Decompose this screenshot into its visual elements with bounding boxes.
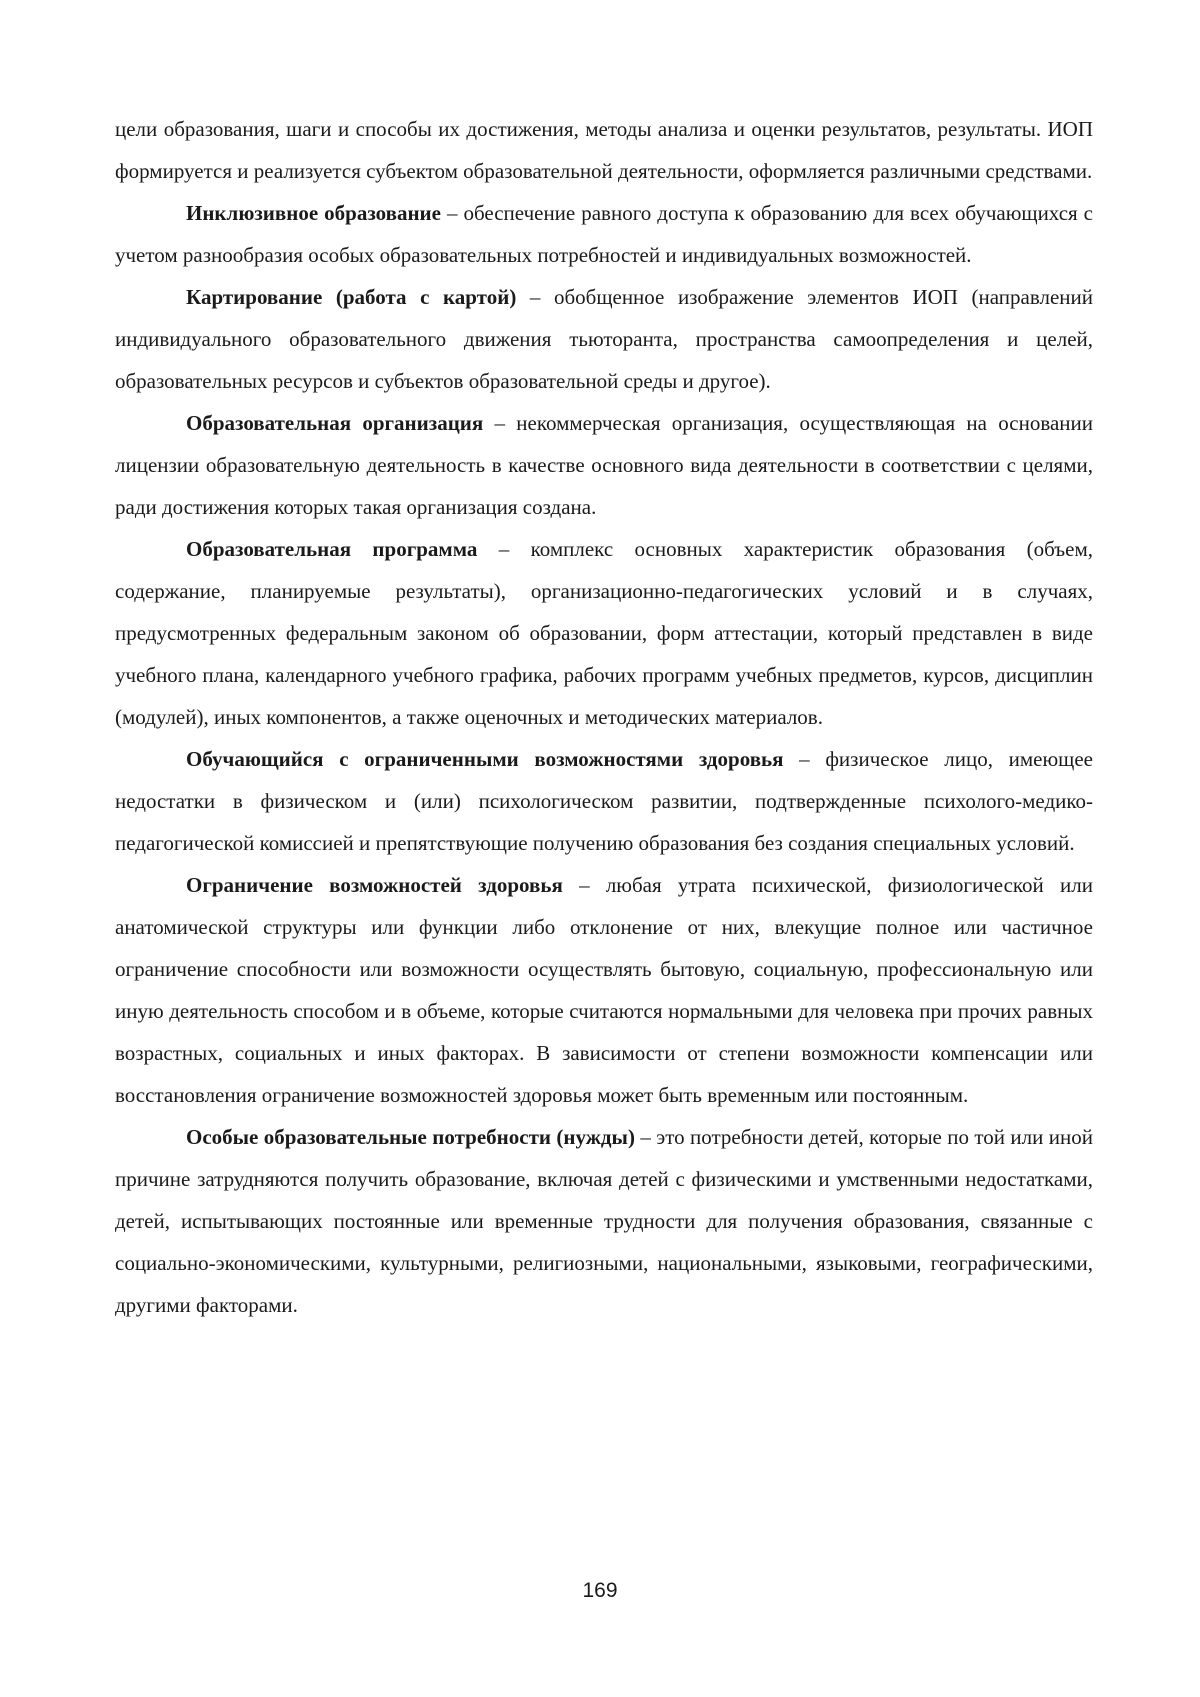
definition-text: – обеспечение равного доступа к образованию для всех обучающихся с учетом разнообразия особых образовательных потребностей и индивидуальных возможностей. bbox=[115, 201, 1093, 267]
definition-text: – физическое лицо, имеющее недостатки в физическом и (или) психологическом развитии, подтвержденные психолого-медико-педагогической комиссией и препятствующие получению образования без создания специальных условий. bbox=[115, 747, 1093, 855]
definition-inclusive-education bbox=[115, 192, 1093, 276]
definition-text: – это потребности детей, которые по той или иной причине затрудняются получить образование, включая детей с физическими и умственными недостатками, детей, испытывающих постоянные или временные трудности для получения образования, связанные с социально-экономическими, культурными, религиозными, национальными, языковыми, географическими, другими факторами. bbox=[115, 1125, 1093, 1317]
definition-text: – некоммерческая организация, осуществляющая на основании лицензии образовательную деятельность в качестве основного вида деятельности в соответствии с целями, ради достижения которых такая организация создана. bbox=[115, 411, 1093, 519]
continuation-paragraph: цели образования, шаги и способы их достижения, методы анализа и оценки результатов, результаты. ИОП формируется и реализуется субъектом образовательной деятельности, оформляется различными средствами. bbox=[115, 117, 1093, 183]
definition-special-educational-needs bbox=[115, 1116, 1093, 1326]
definition-educational-program bbox=[115, 528, 1093, 738]
definition-text: – комплекс основных характеристик образования (объем, содержание, планируемые результаты), организационно-педагогических условий и в случаях, предусмотренных федеральным законом об образовании, форм аттестации, который представлен в виде учебного плана, календарного учебного графика, рабочих программ учебных предметов, курсов, дисциплин (модулей), иных компонентов, а также оценочных и методических материалов. bbox=[115, 537, 1094, 729]
definition-student-with-disabilities bbox=[115, 738, 1093, 864]
definition-term: Обучающийся с ограниченными возможностями здоровья bbox=[186, 747, 784, 771]
definition-mapping bbox=[115, 276, 1093, 402]
page-body bbox=[115, 108, 1093, 1326]
page-number: 169 bbox=[582, 1579, 618, 1602]
definition-educational-organization bbox=[115, 402, 1093, 528]
definition-term: Ограничение возможностей здоровья bbox=[186, 873, 563, 897]
definition-term: Инклюзивное образование bbox=[186, 201, 441, 225]
definition-text: – обобщенное изображение элементов ИОП (направлений индивидуального образовательного движения тьюторанта, пространства самоопределения и целей, образовательных ресурсов и субъектов образовательной среды и другое). bbox=[115, 285, 1093, 393]
definition-text: – любая утрата психической, физиологической или анатомической структуры или функции либо отклонение от них, влекущие полное или частичное ограничение способности или возможности осуществлять бытовую, социальную, профессиональную или иную деятельность способом и в объеме, которые считаются нормальными для человека при прочих равных возрастных, социальных и иных факторах. В зависимости от степени возможности компенсации или восстановления ограничение возможностей здоровья может быть временным или постоянным. bbox=[115, 873, 1093, 1107]
definition-term: Особые образовательные потребности (нужды) bbox=[186, 1125, 635, 1149]
definition-term: Картирование (работа с картой) bbox=[186, 285, 517, 309]
definition-health-limitation bbox=[115, 864, 1093, 1116]
definition-term: Образовательная организация bbox=[186, 411, 484, 435]
definition-term: Образовательная программа bbox=[186, 537, 478, 561]
